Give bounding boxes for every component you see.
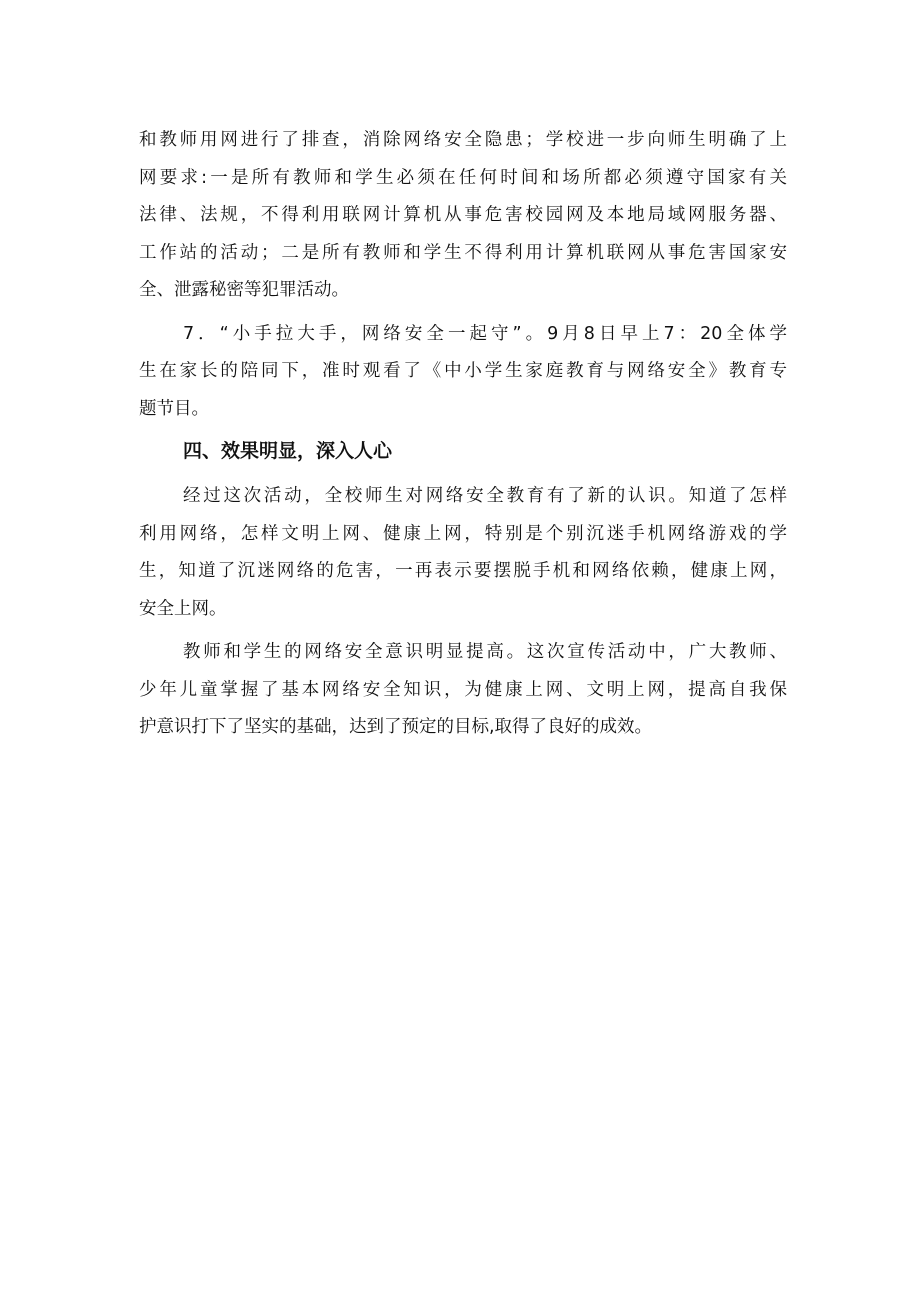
section-heading: 四、效果明显，深入人心 bbox=[183, 440, 393, 462]
text-line: 生，知道了沉迷网络的危害，一再表示要摆脱手机和网络依赖，健康上网， bbox=[139, 561, 787, 581]
paragraph-new-understanding bbox=[139, 478, 787, 628]
text-line: 7．“小手拉大手，网络安全一起守”。9月8日早上7：20全体学 bbox=[183, 323, 787, 344]
paragraph-network-requirements bbox=[139, 122, 787, 310]
text-line: 教师和学生的网络安全意识明显提高。这次宣传活动中，广大教师、 bbox=[183, 642, 787, 662]
text-line: 和教师用网进行了排查，消除网络安全隐患；学校进一步向师生明确了上 bbox=[139, 130, 787, 150]
text-line: 工作站的活动；二是所有教师和学生不得利用计算机联网从事危害国家安 bbox=[139, 242, 787, 263]
text-line: 利用网络，怎样文明上网、健康上网，特别是个别沉迷手机网络游戏的学 bbox=[139, 523, 787, 544]
text-line: 护意识打下了坚实的基础，达到了预定的目标,取得了良好的成效。 bbox=[139, 717, 653, 737]
text-line: 法律、法规，不得利用联网计算机从事危害校园网及本地局域网服务器、 bbox=[139, 205, 787, 225]
text-line: 安全上网。 bbox=[139, 598, 227, 619]
document-body bbox=[139, 122, 787, 753]
text-line: 网要求:一是所有教师和学生必须在任何时间和场所都必须遵守国家有关 bbox=[139, 167, 787, 188]
text-line: 生在家长的陪同下，准时观看了《中小学生家庭教育与网络安全》教育专 bbox=[139, 361, 787, 381]
text-line: 全、泄露秘密等犯罪活动。 bbox=[139, 280, 349, 300]
paragraph-item-7 bbox=[139, 316, 787, 429]
text-line: 经过这次活动，全校师生对网络安全教育有了新的认识。知道了怎样 bbox=[183, 486, 787, 506]
paragraph-awareness-improved bbox=[139, 634, 787, 747]
text-line: 题节目。 bbox=[139, 398, 209, 419]
text-line: 少年儿童掌握了基本网络安全知识，为健康上网、文明上网，提高自我保 bbox=[139, 679, 787, 700]
